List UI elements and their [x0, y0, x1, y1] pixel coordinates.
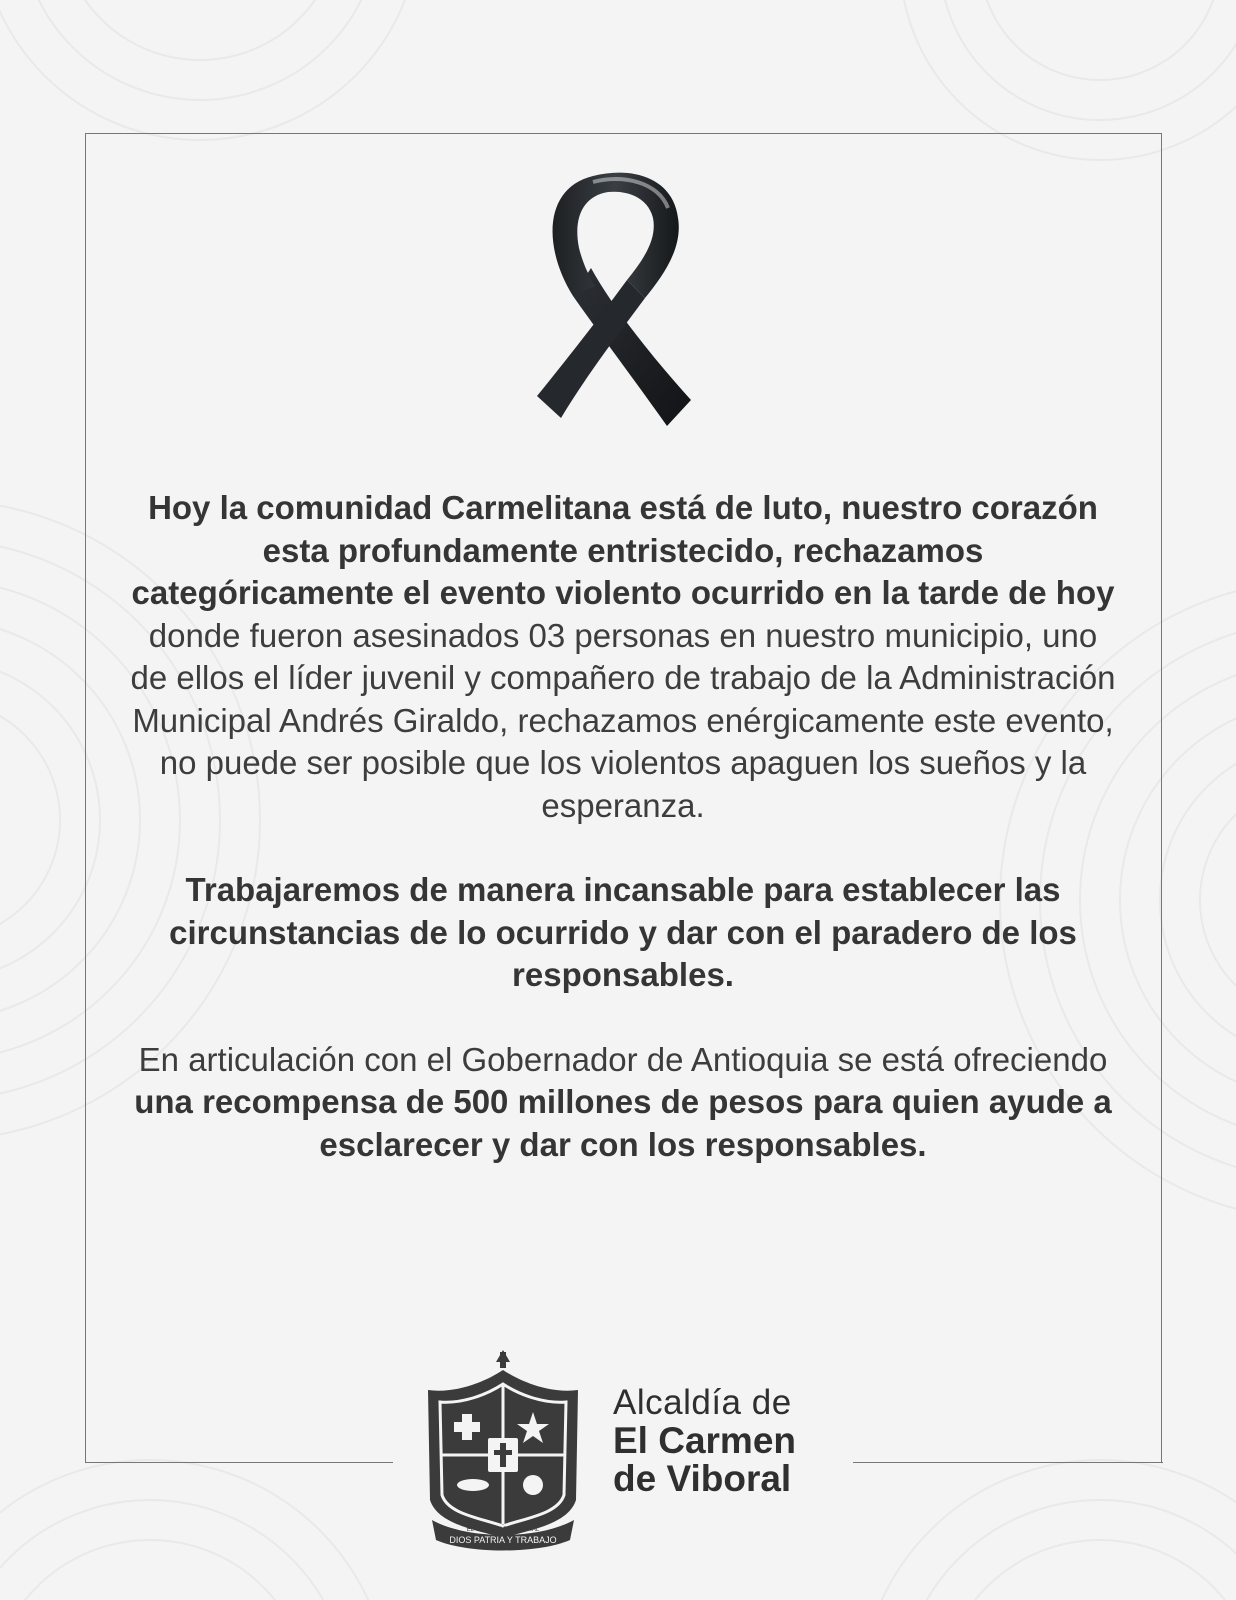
- frame-bottom-right-border: [853, 1462, 1163, 1463]
- frame-left-border: [85, 133, 86, 1463]
- paragraph-3: [130, 1039, 1116, 1167]
- municipal-coat-of-arms-icon: [418, 1350, 588, 1555]
- paragraph-3-regular: En articulación con el Gobernador de Antioquia se está ofreciendo: [138, 1040, 1108, 1078]
- paragraph-1-regular: donde fueron asesinados 03 personas en nuestro municipio, uno de ellos el líder juvenil y compañero de trabajo de la Administración Municipal Andrés Giraldo, rechazamos enérgicamente este evento, no puede ser posible que los violentos apaguen los sueños y la esperanza.: [130, 616, 1116, 824]
- paragraph-1-bold: Hoy la comunidad Carmelitana está de luto, nuestro corazón esta profundamente entristecido, rechazamos categóricamente el evento violento ocurrido en la tarde de hoy: [131, 489, 1115, 611]
- statement-text: [130, 487, 1116, 1166]
- frame-right-border: [1161, 133, 1162, 1463]
- paragraph-2: [130, 869, 1116, 997]
- municipality-logo-text: [613, 1384, 796, 1498]
- mourning-ribbon-icon: [533, 168, 703, 434]
- paragraph-3-bold: una recompensa de 500 millones de pesos para quien ayude a esclarecer y dar con los responsables.: [134, 1083, 1112, 1163]
- paragraph-1: [130, 487, 1116, 827]
- logo-line-1: Alcaldía de: [613, 1383, 792, 1422]
- frame-top-border: [85, 133, 1162, 134]
- logo-line-3: de Viboral: [613, 1458, 792, 1499]
- paragraph-2-bold: Trabajaremos de manera incansable para establecer las circunstancias de lo ocurrido y dar con el paradero de los responsables.: [169, 871, 1077, 993]
- shield-motto: DIOS PATRIA Y TRABAJO: [449, 1535, 557, 1545]
- logo-line-2: El Carmen: [613, 1420, 797, 1461]
- shield-name: EL CARMEN DE VIBORAL: [466, 1527, 540, 1533]
- frame-bottom-left-border: [85, 1462, 393, 1463]
